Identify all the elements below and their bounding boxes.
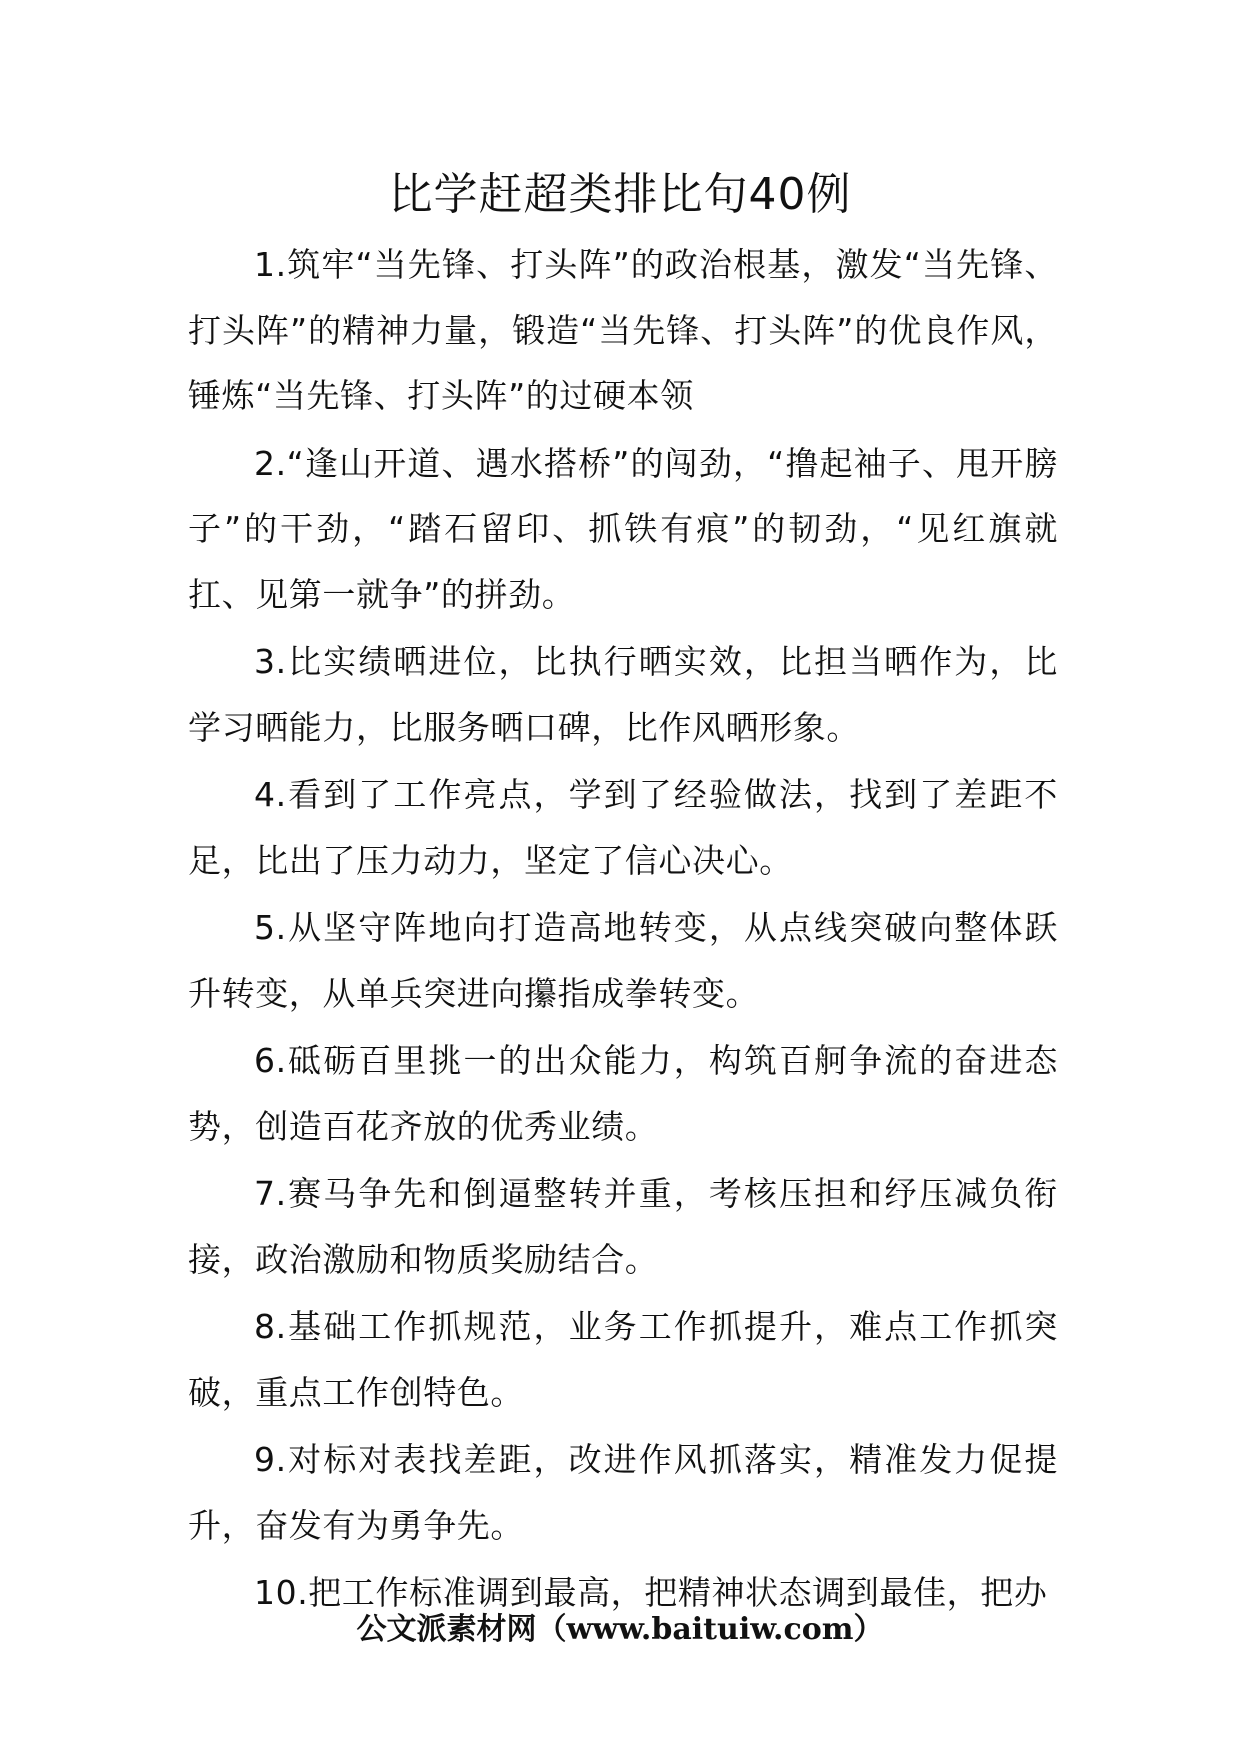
- document-title: 比学赶超类排比句40例: [388, 169, 852, 220]
- paragraph-9: 9.对标对表找差距，改进作风抓落实，精准发力促提升，奋发有为勇争先。: [188, 1440, 1058, 1545]
- paragraph-8: 8.基础工作抓规范，业务工作抓提升，难点工作抓突破，重点工作创特色。: [188, 1307, 1058, 1412]
- paragraph-6: 6.砥砺百里挑一的出众能力，构筑百舸争流的奋进态势，创造百花齐放的优秀业绩。: [188, 1041, 1058, 1146]
- document-body: [188, 232, 1058, 1628]
- paragraph-4: 4.看到了工作亮点，学到了经验做法，找到了差距不足，比出了压力动力，坚定了信心决心。: [188, 775, 1058, 880]
- paragraph-1: 1.筑牢“当先锋、打头阵”的政治根基，激发“当先锋、打头阵”的精神力量，锻造“当先锋、打头阵”的优良作风，锤炼“当先锋、打头阵”的过硬本领: [188, 245, 1058, 415]
- footer-watermark: 公文派素材网（www.baituiw.com）: [356, 1612, 884, 1647]
- paragraph-2: 2.“逢山开道、遇水搭桥”的闯劲，“撸起袖子、甩开膀子”的干劲，“踏石留印、抓铁有痕”的韧劲，“见红旗就扛、见第一就争”的拼劲。: [188, 443, 1058, 614]
- paragraph-3: 3.比实绩晒进位，比执行晒实效，比担当晒作为，比学习晒能力，比服务晒口碑，比作风晒形象。: [188, 642, 1058, 747]
- paragraph-5: 5.从坚守阵地向打造高地转变，从点线突破向整体跃升转变，从单兵突进向攥指成拳转变。: [188, 908, 1058, 1013]
- paragraph-10: 10.把工作标准调到最高，把精神状态调到最佳，把办: [254, 1573, 1048, 1612]
- paragraph-7: 7.赛马争先和倒逼整转并重，考核压担和纾压减负衔接，政治激励和物质奖励结合。: [188, 1174, 1058, 1279]
